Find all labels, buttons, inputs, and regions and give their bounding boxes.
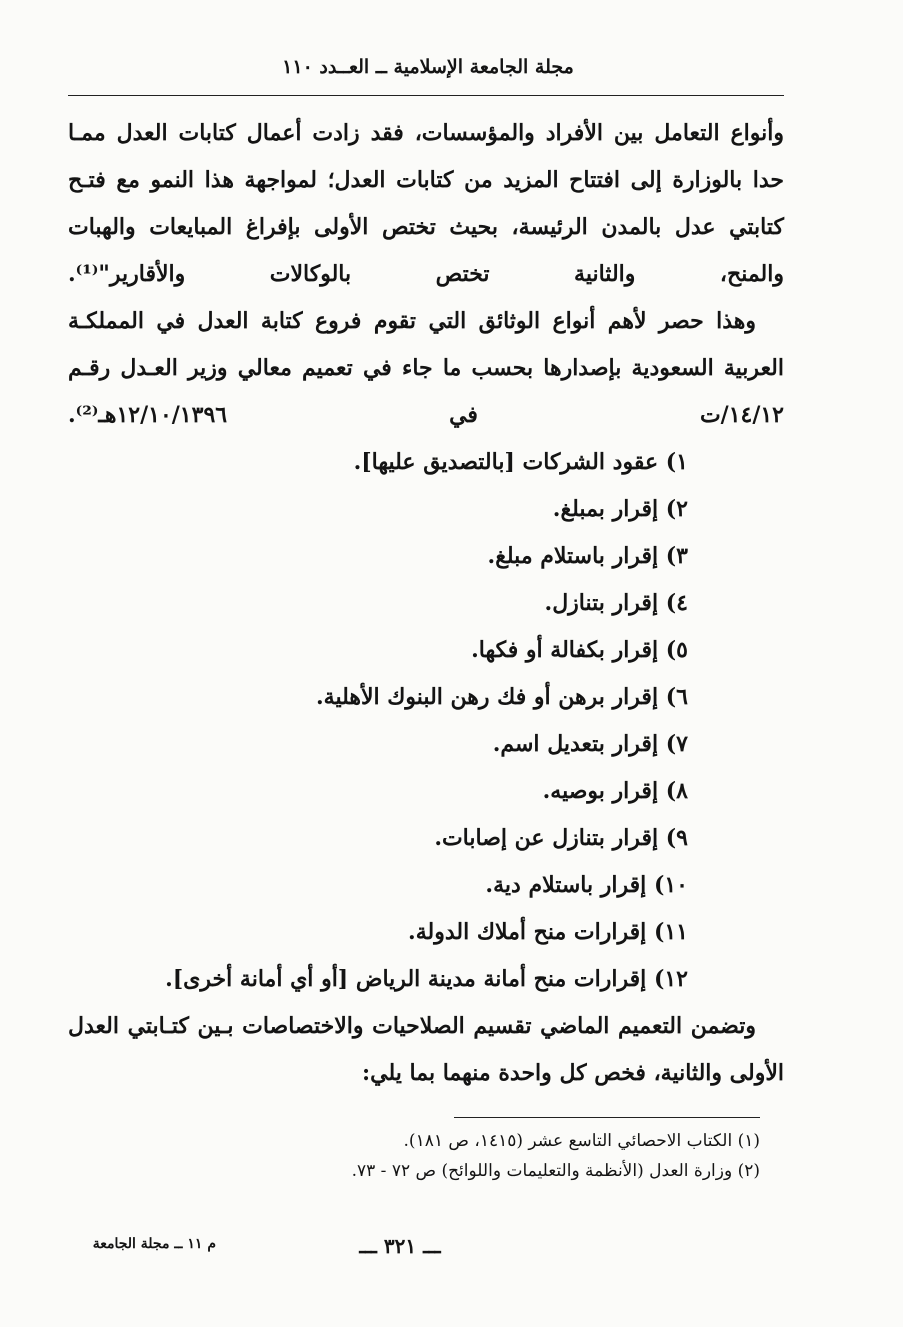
list-item bbox=[68, 580, 688, 627]
list-item-number: ١١) bbox=[653, 919, 688, 945]
list-item bbox=[68, 862, 688, 909]
list-item bbox=[68, 909, 688, 956]
list-item-number: ١) bbox=[665, 449, 688, 475]
list-item-text: إقرارات منح أمانة مدينة الرياض [أو أي أمانة أخرى]. bbox=[165, 966, 647, 992]
list-item-number: ٩) bbox=[665, 825, 688, 851]
list-item-number: ٢) bbox=[665, 496, 688, 522]
list-item-number: ٦) bbox=[665, 684, 688, 710]
list-item bbox=[68, 439, 688, 486]
list-item-number: ١٢) bbox=[653, 966, 688, 992]
list-item-text: إقرار بوصيه. bbox=[542, 778, 659, 804]
list-item-number: ٨) bbox=[665, 778, 688, 804]
list-item bbox=[68, 815, 688, 862]
paragraph-2: وهذا حصر لأهم أنواع الوثائق التي تقوم فروع كتابة العدل في المملكـة العربية السعودية بإصدارها بحسب ما جاء في تعميم معالي وزير العـدل رقـم ١٤/١٢/ت في ١٢/١٠/١٣٩٦هـ⁽²⁾. bbox=[68, 308, 784, 428]
footnotes bbox=[140, 1126, 760, 1186]
list-item bbox=[68, 768, 688, 815]
list-item-number: ٤) bbox=[665, 590, 688, 616]
list-item-text: إقرار بتعديل اسم. bbox=[492, 731, 659, 757]
paragraph-1: وأنواع التعامل بين الأفراد والمؤسسات، فقد زادت أعمال كتابات العدل ممـا حدا بالوزارة إلى افتتاح المزيد من كتابات العدل؛ لمواجهة هذا النمو مع فتـح كتابتي عدل بالمدن الرئيسة، بحيث تختص الأولى بإفراغ المبايعات والهبات والمنح، والثانية تختص بالوكالات والأقارير"⁽¹⁾. bbox=[68, 120, 784, 287]
list-item-text: إقرارات منح أملاك الدولة. bbox=[408, 919, 647, 945]
main-text bbox=[68, 110, 784, 1097]
list-item-text: إقرار باستلام دية. bbox=[485, 872, 647, 898]
footnote-rule bbox=[454, 1117, 760, 1118]
running-header: مجلة الجامعة الإسلامية ــ العــدد ١١٠ bbox=[282, 56, 574, 78]
list-item-number: ٥) bbox=[665, 637, 688, 663]
list-item bbox=[68, 674, 688, 721]
list-item-text: عقود الشركات [بالتصديق عليها]. bbox=[353, 449, 659, 475]
list-item-text: إقرار باستلام مبلغ. bbox=[487, 543, 659, 569]
paragraph-3: وتضمن التعميم الماضي تقسيم الصلاحيات والاختصاصات بـين كتـابتي العدل الأولى والثانية، فخص كل واحدة منهما بما يلي: bbox=[68, 1013, 784, 1086]
list-item-text: إقرار بتنازل. bbox=[544, 590, 659, 616]
list-item-text: إقرار بتنازل عن إصابات. bbox=[434, 825, 659, 851]
list-item-number: ٣) bbox=[665, 543, 688, 569]
list-item bbox=[68, 486, 688, 533]
list-item bbox=[68, 956, 688, 1003]
list-item-text: إقرار بمبلغ. bbox=[552, 496, 659, 522]
footnote-1: (١) الكتاب الاحصائي التاسع عشر (١٤١٥، ص ١٨١). bbox=[403, 1131, 760, 1151]
signature-mark: م ١١ ــ مجلة الجامعة bbox=[92, 1236, 216, 1252]
list-item-text: إقرار برهن أو فك رهن البنوك الأهلية. bbox=[316, 684, 659, 710]
list-item bbox=[68, 721, 688, 768]
list-item bbox=[68, 627, 688, 674]
document-types-list bbox=[68, 439, 784, 1003]
page-number: ـــ ٣٢١ ـــ bbox=[359, 1234, 441, 1258]
footnote-2: (٢) وزارة العدل (الأنظمة والتعليمات واللوائح) ص ٧٢ - ٧٣. bbox=[351, 1161, 760, 1181]
header-rule bbox=[68, 95, 784, 96]
list-item bbox=[68, 533, 688, 580]
list-item-number: ١٠) bbox=[653, 872, 688, 898]
list-item-text: إقرار بكفالة أو فكها. bbox=[471, 637, 659, 663]
list-item-number: ٧) bbox=[665, 731, 688, 757]
